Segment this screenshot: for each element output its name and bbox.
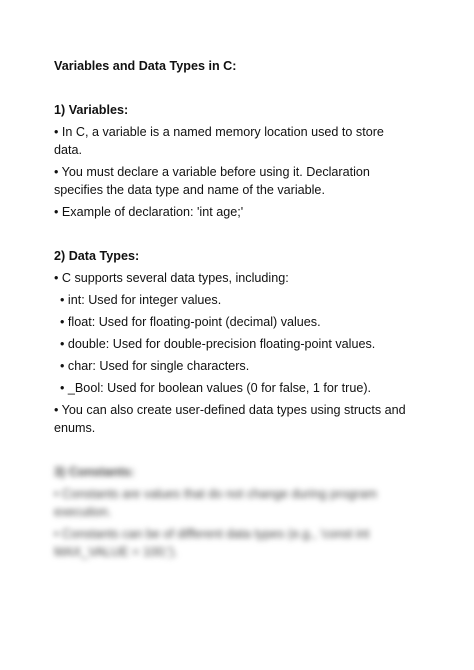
list-item: • Example of declaration: 'int age;' [54,205,244,219]
list-item: • You can also create user-defined data types using structs and enums. [54,403,406,435]
section-heading: 3) Constants: [54,465,135,479]
sub-list-item: • double: Used for double-precision floating-point values. [60,337,376,351]
sub-list-item: • char: Used for single characters. [60,359,250,373]
sub-list-item: • float: Used for floating-point (decimal) values. [60,315,321,329]
list-item: • Constants can be of different data types (e.g., 'const int MAX_VALUE = 100;'). [54,527,370,559]
sub-list-item: • _Bool: Used for boolean values (0 for false, 1 for true). [60,381,372,395]
section-variables [54,101,414,221]
document-title: Variables and Data Types in C: [54,59,237,73]
section-heading: 2) Data Types: [54,249,140,263]
list-item: • You must declare a variable before using it. Declaration specifies the data type and name of the variable. [54,165,370,197]
section-heading: 1) Variables: [54,103,129,117]
list-item: • In C, a variable is a named memory location used to store data. [54,125,384,157]
list-item: • C supports several data types, including: [54,271,289,285]
list-item: • Constants are values that do not change during program execution. [54,487,377,519]
section-data-types [54,247,414,437]
sub-list-item: • int: Used for integer values. [60,293,222,307]
document-body [54,57,414,565]
section-constants [54,463,414,561]
